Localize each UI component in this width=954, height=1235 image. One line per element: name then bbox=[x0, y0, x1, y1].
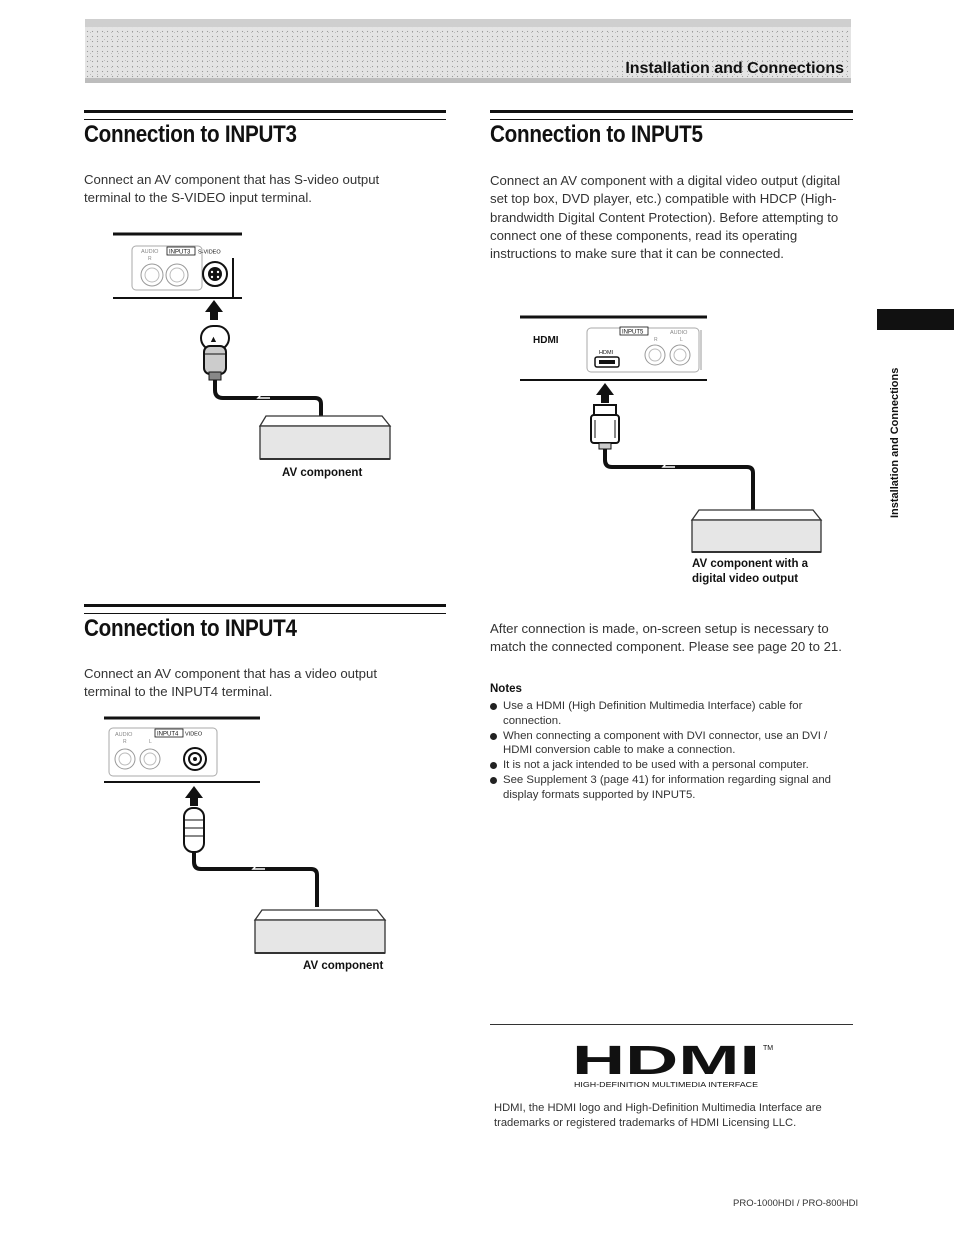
svg-text:HIGH-DEFINITION MULTIMEDIA INT: HIGH-DEFINITION MULTIMEDIA INTERFACE bbox=[574, 1082, 759, 1089]
rca-plug bbox=[184, 808, 204, 852]
panel-r-label: R bbox=[123, 739, 127, 745]
notes-title: Notes bbox=[490, 683, 522, 695]
input3-diagram bbox=[100, 228, 400, 498]
hdmi-trademark-caption: HDMI, the HDMI logo and High-Definition Multimedia Interface are trademarks or registered trademarks of HDMI Licensing LLC. bbox=[494, 1102, 822, 1129]
notes-list bbox=[490, 699, 844, 803]
panel-l-label: L bbox=[680, 337, 683, 343]
input5-diagram bbox=[515, 310, 835, 560]
section-rule bbox=[490, 110, 853, 120]
panel-hdmi-label: HDMI bbox=[599, 350, 614, 356]
panel-r-label: R bbox=[148, 256, 152, 262]
input4-heading: Connection to INPUT4 bbox=[84, 615, 297, 642]
panel-l-label: L bbox=[149, 739, 152, 745]
input5-description: Connect an AV component with a digital video output (digital set top box, DVD player, etc.) compatible with HDCP (High-brandwidth Digital Content Protection). Before attempting to connect one of these components, read its operating instructions to make sure that it can be connected. bbox=[490, 173, 841, 262]
audio-jack-l bbox=[140, 749, 160, 769]
panel-audio-label: AUDIO bbox=[115, 732, 133, 738]
audio-jack-r bbox=[115, 749, 135, 769]
divider bbox=[490, 1024, 853, 1025]
hdmi-plug bbox=[594, 405, 616, 415]
side-tab-label: Installation and Connections bbox=[889, 367, 901, 518]
av-component-top bbox=[260, 416, 390, 426]
input5-device-label: AV component with a digital video output bbox=[692, 558, 809, 585]
side-tab-marker bbox=[877, 309, 954, 330]
input5-after-text: After connection is made, on-screen setup is necessary to match the connected component. Please see page 20 to 21. bbox=[490, 621, 842, 655]
hdmi-logo bbox=[570, 1040, 780, 1092]
input3-heading: Connection to INPUT3 bbox=[84, 121, 297, 148]
panel-svideo-label: S-VIDEO bbox=[198, 249, 221, 256]
panel-video-label: VIDEO bbox=[185, 731, 203, 738]
input4-device-label: AV component bbox=[303, 960, 384, 972]
panel-r-label: R bbox=[654, 337, 658, 343]
cable bbox=[605, 449, 753, 510]
audio-jack-l bbox=[670, 345, 690, 365]
av-component-top bbox=[692, 510, 821, 520]
note-item: When connecting a component with DVI connector, use an DVI / HDMI conversion cable to make a connection. bbox=[490, 729, 844, 759]
av-component-body bbox=[260, 426, 390, 459]
panel-input-label: INPUT5 bbox=[622, 329, 644, 336]
input5-heading: Connection to INPUT5 bbox=[490, 121, 703, 148]
footer-model: PRO-1000HDI / PRO-800HDI bbox=[733, 1198, 859, 1209]
cable bbox=[194, 852, 317, 907]
svg-text:▲: ▲ bbox=[209, 334, 218, 344]
note-item: It is not a jack intended to be used with a personal computer. bbox=[490, 758, 844, 773]
av-component-body bbox=[255, 920, 385, 953]
svg-text:TM: TM bbox=[763, 1045, 774, 1052]
input3-description: Connect an AV component that has S-video output terminal to the S-VIDEO input terminal. bbox=[84, 172, 380, 206]
cable bbox=[215, 380, 321, 420]
panel-input-label: INPUT3 bbox=[169, 249, 191, 256]
note-item: See Supplement 3 (page 41) for information regarding signal and display formats supported by INPUT5. bbox=[490, 773, 844, 803]
up-arrow bbox=[185, 786, 203, 806]
panel-input-label: INPUT4 bbox=[157, 731, 179, 738]
section-rule bbox=[84, 604, 446, 614]
panel-audio-label: AUDIO bbox=[141, 249, 159, 255]
audio-jack-l bbox=[166, 264, 188, 286]
section-rule bbox=[84, 110, 446, 120]
section-title: Installation and Connections bbox=[625, 60, 844, 77]
panel-audio-label: AUDIO bbox=[670, 330, 688, 336]
av-component-top bbox=[255, 910, 385, 920]
audio-jack-r bbox=[141, 264, 163, 286]
audio-jack-r bbox=[645, 345, 665, 365]
note-item: Use a HDMI (High Definition Multimedia Interface) cable for connection. bbox=[490, 699, 844, 729]
av-component-body bbox=[692, 520, 821, 552]
panel-hdmi-logo: HDMI bbox=[533, 335, 559, 346]
up-arrow bbox=[205, 300, 223, 320]
svg-text:HDMI: HDMI bbox=[572, 1040, 760, 1083]
up-arrow bbox=[596, 383, 614, 403]
input3-device-label: AV component bbox=[282, 467, 363, 479]
input4-description: Connect an AV component that has a video output terminal to the INPUT4 terminal. bbox=[84, 666, 378, 700]
input4-diagram bbox=[95, 712, 395, 972]
